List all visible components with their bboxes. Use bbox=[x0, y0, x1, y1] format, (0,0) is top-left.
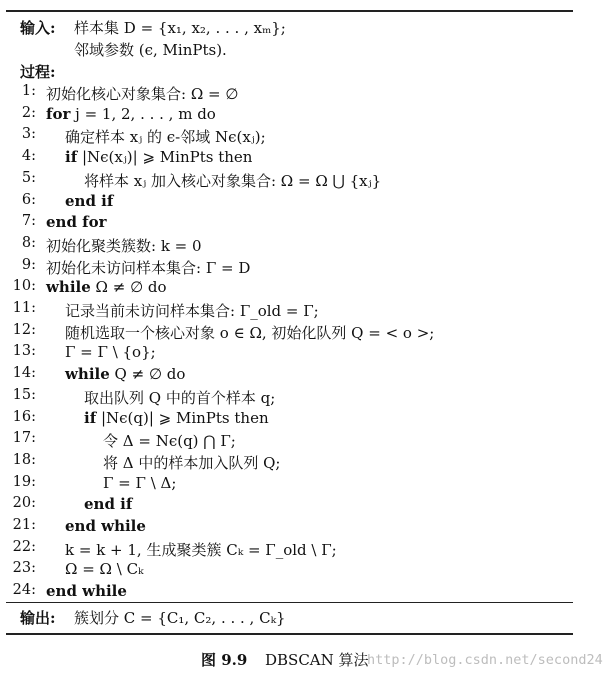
line-text: 将样本 xⱼ 加入核心对象集合: Ω = Ω ⋃ {xⱼ} bbox=[84, 171, 382, 190]
line-text: Ω = Ω \ Cₖ bbox=[65, 560, 144, 579]
line-text: 记录当前未访问样本集合: Γ_old = Γ; bbox=[65, 302, 319, 320]
line-text: Γ = Γ \ {o}; bbox=[65, 343, 156, 362]
line-number: 8: bbox=[21, 234, 36, 251]
input-label: 输入: bbox=[20, 19, 56, 37]
line-number: 10: bbox=[12, 278, 36, 295]
keyword: for bbox=[46, 104, 71, 123]
line-content bbox=[46, 213, 107, 231]
algorithm-line bbox=[0, 278, 579, 300]
line-number: 1: bbox=[21, 83, 36, 99]
line-number: 7: bbox=[21, 213, 36, 230]
line-text: 将 Δ 中的样本加入队列 Q; bbox=[103, 453, 281, 472]
line-content bbox=[46, 582, 127, 600]
algorithm-line bbox=[0, 235, 579, 257]
line-number: 23: bbox=[12, 560, 36, 577]
algorithm-line bbox=[0, 495, 579, 517]
line-content bbox=[46, 83, 238, 104]
line-number: 15: bbox=[12, 386, 36, 403]
line-content bbox=[103, 452, 281, 473]
algorithm-line bbox=[0, 83, 579, 105]
algorithm-line bbox=[0, 213, 579, 235]
line-text: 初始化聚类簇数: k = 0 bbox=[46, 236, 202, 255]
line-content bbox=[84, 170, 381, 191]
line-number: 11: bbox=[12, 300, 36, 316]
line-text: 令 Δ = Nϵ(q) ⋂ Γ; bbox=[103, 432, 236, 451]
line-text: |Nϵ(q)| ⩾ MinPts then bbox=[100, 408, 269, 427]
line-text: 初始化核心对象集合: Ω = ∅ bbox=[46, 85, 239, 103]
output-top-rule bbox=[6, 602, 573, 603]
line-text: 取出队列 Q 中的首个样本 q; bbox=[84, 388, 276, 407]
line-text: k = k + 1, 生成聚类簇 Cₖ = Γ_old \ Γ; bbox=[65, 540, 337, 559]
line-content bbox=[46, 278, 167, 296]
line-text: Ω ≠ ∅ do bbox=[95, 278, 167, 297]
line-content bbox=[65, 126, 266, 147]
line-content bbox=[65, 300, 319, 321]
algorithm-line bbox=[0, 582, 579, 604]
line-content bbox=[65, 517, 146, 535]
keyword: end if bbox=[84, 495, 133, 514]
line-content bbox=[46, 105, 216, 123]
line-number: 6: bbox=[21, 191, 36, 208]
line-number: 18: bbox=[12, 451, 36, 468]
line-number: 19: bbox=[12, 473, 36, 490]
keyword: end for bbox=[46, 213, 107, 232]
line-number: 16: bbox=[12, 408, 36, 425]
line-content bbox=[46, 235, 202, 256]
output-text: 簇划分 C = {C₁, C₂, . . . , Cₖ} bbox=[74, 609, 286, 627]
input-line-1 bbox=[0, 17, 579, 39]
algorithm-line bbox=[0, 474, 579, 496]
algorithm-line bbox=[0, 257, 579, 279]
line-number: 13: bbox=[12, 343, 36, 360]
algorithm-line bbox=[0, 365, 579, 387]
input-text-2: 邻域参数 (ϵ, MinPts). bbox=[74, 41, 227, 59]
line-text: |Nϵ(xⱼ)| ⩾ MinPts then bbox=[81, 148, 253, 167]
algorithm-line bbox=[0, 322, 579, 344]
line-content bbox=[65, 365, 185, 383]
algorithm-line bbox=[0, 430, 579, 452]
algorithm-line bbox=[0, 560, 579, 582]
output-label: 输出: bbox=[20, 609, 56, 627]
process-line bbox=[0, 61, 579, 83]
algorithm-line bbox=[0, 300, 579, 322]
algorithm-line bbox=[0, 409, 579, 431]
line-text: Γ = Γ \ Δ; bbox=[103, 473, 177, 492]
line-number: 4: bbox=[21, 148, 36, 165]
line-content bbox=[103, 430, 236, 451]
caption-title: DBSCAN 算法 bbox=[265, 651, 369, 669]
line-text: 随机选取一个核心对象 o ∈ Ω, 初始化队列 Q = < o >; bbox=[65, 323, 435, 342]
algorithm-line bbox=[0, 387, 579, 409]
line-number: 22: bbox=[12, 538, 36, 555]
output-line bbox=[0, 607, 579, 629]
keyword: while bbox=[65, 365, 110, 384]
line-content bbox=[65, 539, 337, 560]
algorithm-line bbox=[0, 126, 579, 148]
algorithm-line bbox=[0, 105, 579, 127]
algorithm-line bbox=[0, 170, 579, 192]
line-number: 14: bbox=[12, 365, 36, 382]
line-content bbox=[65, 192, 113, 210]
line-content bbox=[65, 560, 144, 578]
keyword: if bbox=[65, 148, 78, 167]
line-text: Q ≠ ∅ do bbox=[114, 365, 186, 384]
line-content bbox=[84, 495, 132, 513]
process-label: 过程: bbox=[20, 63, 56, 81]
line-number: 3: bbox=[21, 126, 36, 143]
keyword: end while bbox=[65, 517, 146, 535]
algorithm-line bbox=[0, 192, 579, 214]
keyword: while bbox=[46, 278, 91, 297]
keyword: end while bbox=[46, 582, 127, 601]
bottom-rule bbox=[6, 633, 573, 635]
line-text: 确定样本 xⱼ 的 ϵ-邻域 Nϵ(xⱼ); bbox=[65, 128, 266, 147]
line-content bbox=[103, 474, 176, 492]
line-number: 2: bbox=[21, 104, 36, 121]
line-content bbox=[46, 257, 250, 278]
caption-label: 图 9.9 bbox=[201, 651, 248, 669]
line-number: 21: bbox=[12, 517, 36, 533]
line-number: 12: bbox=[12, 321, 36, 338]
algorithm-line bbox=[0, 343, 579, 365]
line-content bbox=[65, 148, 252, 166]
keyword: if bbox=[84, 408, 97, 427]
line-number: 20: bbox=[12, 495, 36, 512]
algorithm-line bbox=[0, 517, 579, 539]
algorithm-line bbox=[0, 452, 579, 474]
input-text-1: 样本集 D = {x₁, x₂, . . . , xₘ}; bbox=[74, 19, 286, 37]
top-rule bbox=[6, 10, 573, 12]
line-content bbox=[84, 387, 275, 408]
line-number: 24: bbox=[12, 582, 36, 599]
line-number: 5: bbox=[21, 169, 36, 186]
line-content bbox=[65, 343, 156, 361]
line-number: 9: bbox=[21, 256, 36, 273]
keyword: end if bbox=[65, 191, 114, 210]
line-content bbox=[84, 409, 269, 427]
line-content bbox=[65, 322, 434, 343]
line-text: j = 1, 2, . . . , m do bbox=[75, 104, 216, 123]
watermark: http://blog.csdn.net/second24 bbox=[367, 652, 603, 668]
algorithm-line bbox=[0, 539, 579, 561]
line-text: 初始化未访问样本集合: Γ = D bbox=[46, 258, 251, 277]
input-line-2 bbox=[0, 39, 579, 61]
algorithm-line bbox=[0, 148, 579, 170]
line-number: 17: bbox=[12, 430, 36, 447]
